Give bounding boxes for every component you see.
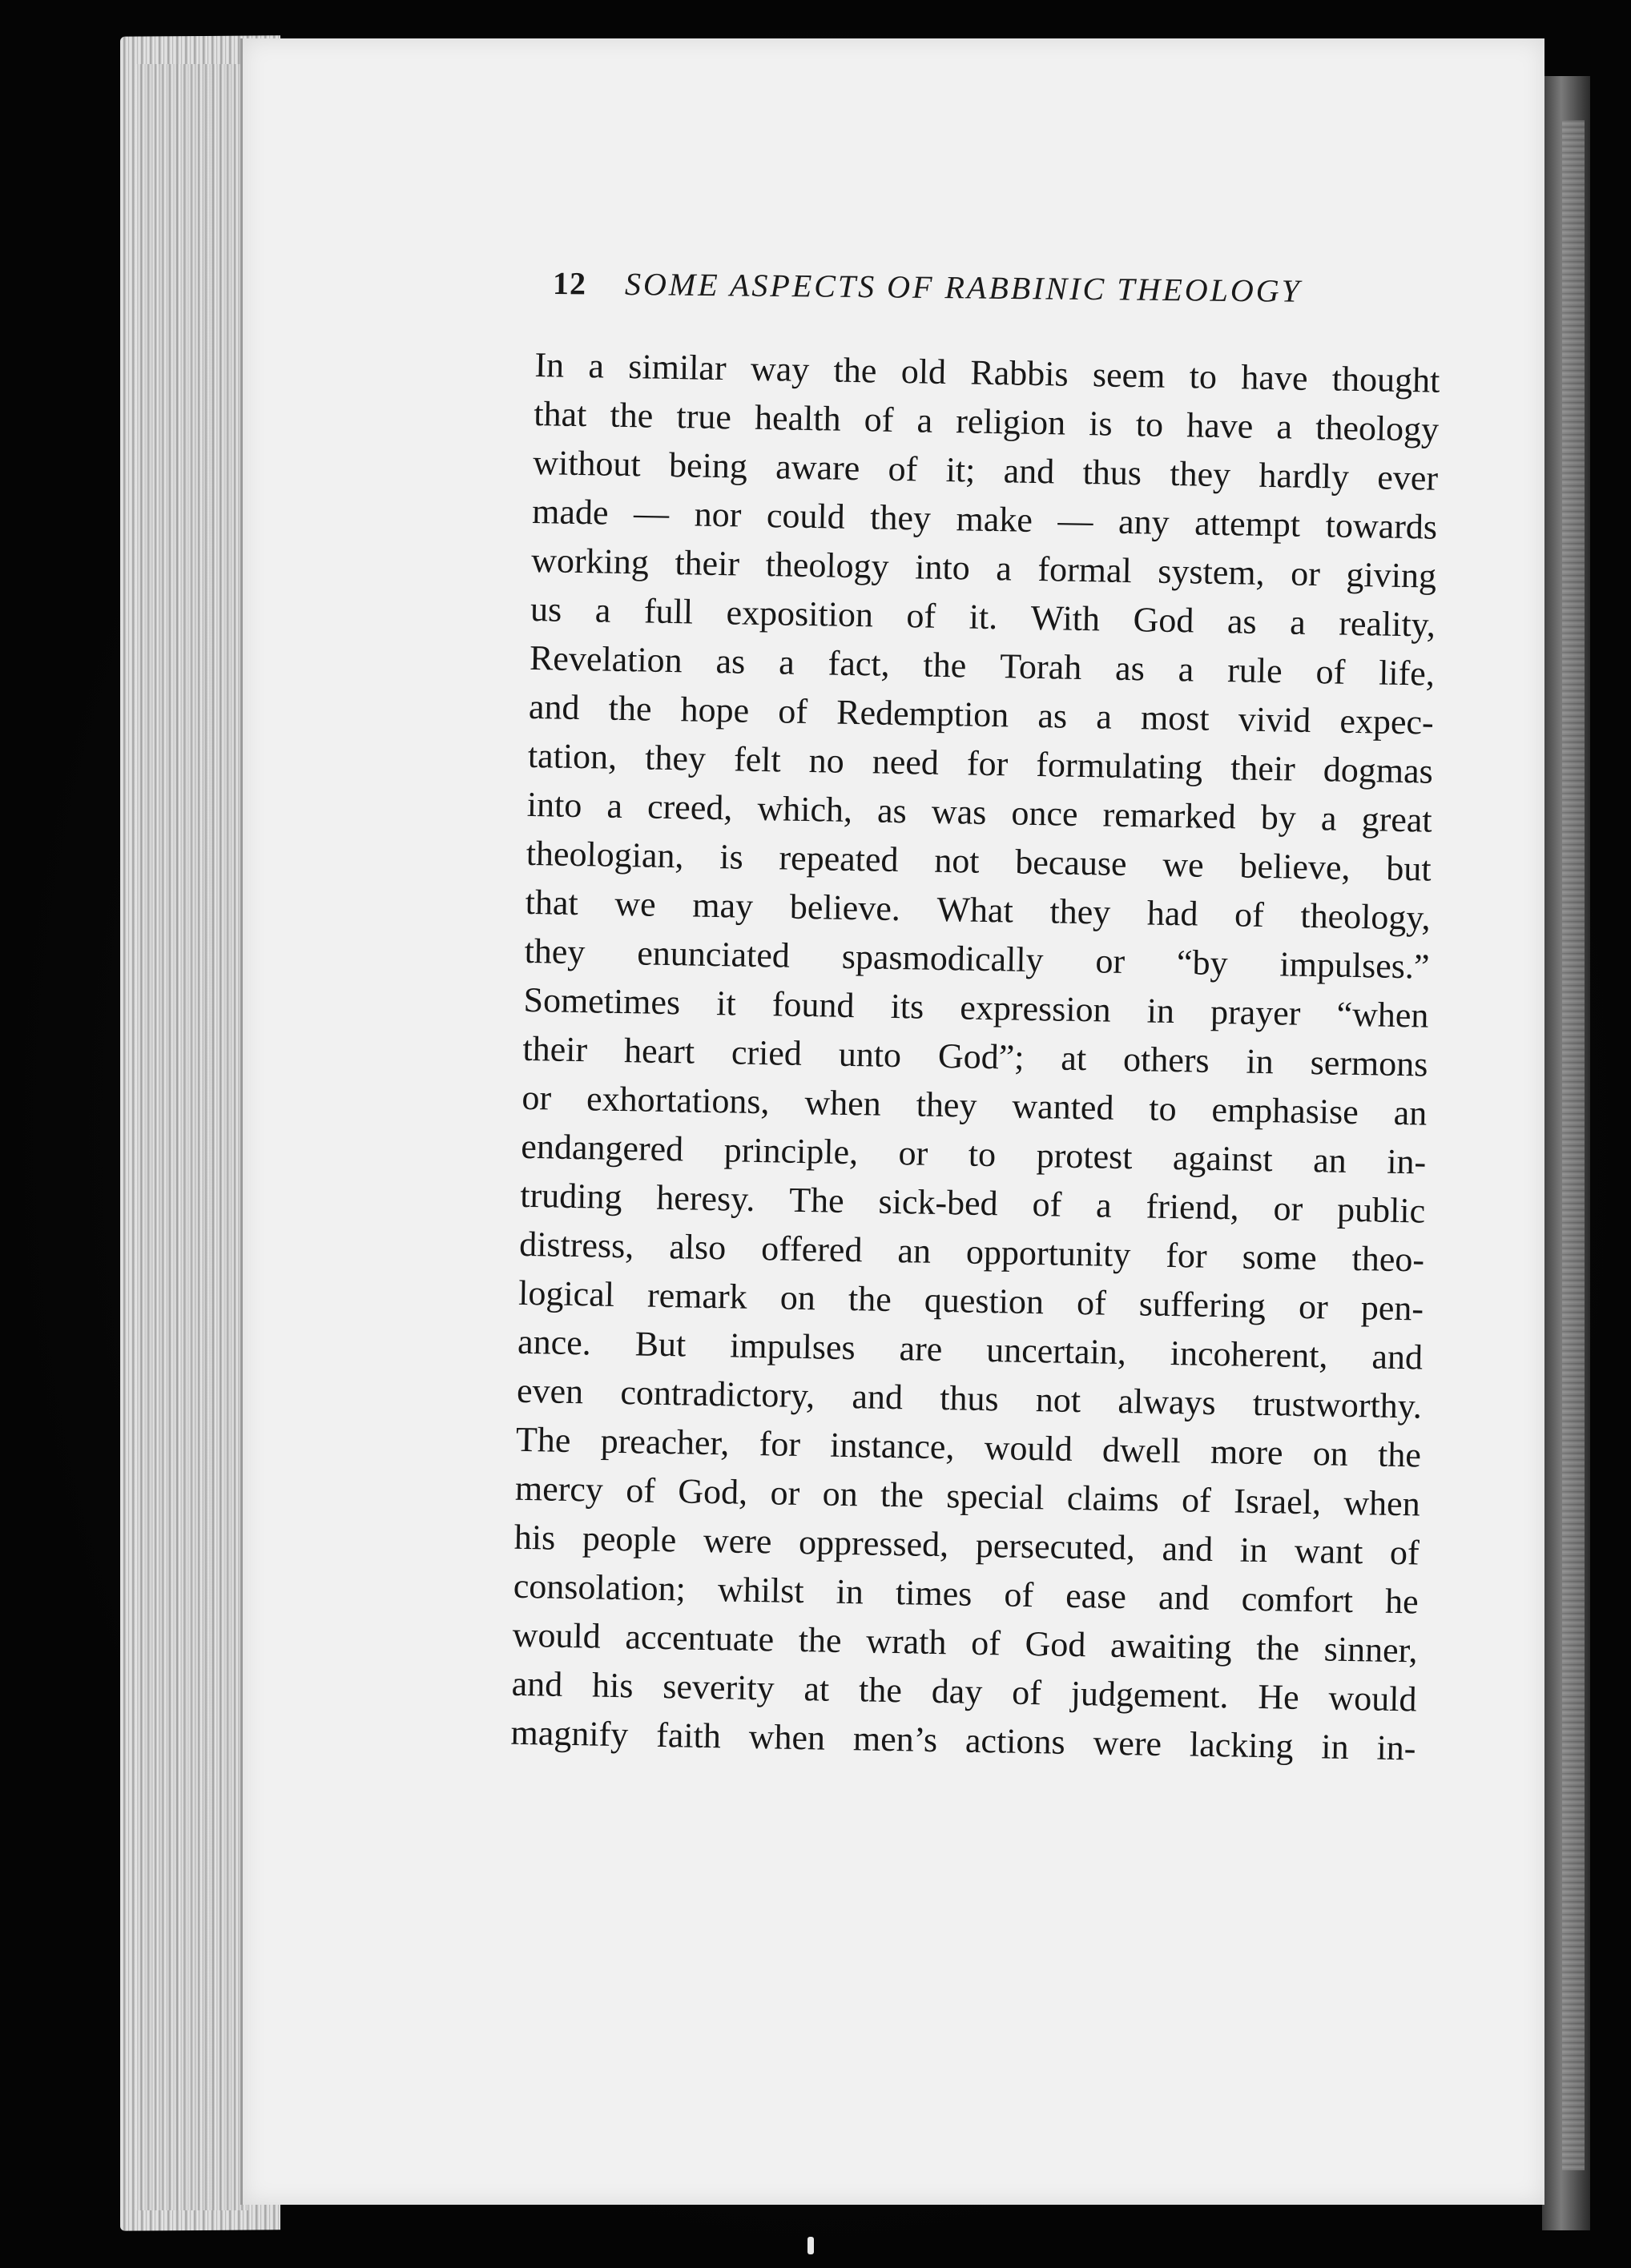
text-line: truding heresy. The sick-bed of a friend, or public xyxy=(519,1175,1426,1231)
right-binding-texture xyxy=(1562,120,1585,2170)
text-line: theologian, is repeated not because we believe, but xyxy=(526,833,1432,889)
text-line: working their theology into a formal system, or giving xyxy=(530,540,1437,596)
text-line: even contradictory, and thus not always trustworthy. xyxy=(516,1370,1423,1426)
text-line: ance. But impulses are uncertain, incoherent, and xyxy=(517,1321,1424,1377)
text-line: Sometimes it found its expression in prayer “when xyxy=(523,979,1429,1035)
text-line: mercy of God, or on the special claims of Israel, when xyxy=(514,1468,1421,1524)
text-line: their heart cried unto God”; at others in sermons xyxy=(522,1028,1428,1084)
text-line: that we may believe. What they had of theology, xyxy=(525,882,1431,938)
text-line: Revelation as a fact, the Torah as a rule of life, xyxy=(529,637,1436,694)
text-line: that the true health of a religion is to have a theology xyxy=(533,393,1440,449)
text-line: made — nor could they make — any attempt towards xyxy=(531,491,1438,547)
text-line: his people were oppressed, persecuted, and in want of xyxy=(513,1517,1420,1573)
running-title: SOME ASPECTS OF RABBINIC THEOLOGY xyxy=(624,265,1303,309)
text-line: or exhortations, when they wanted to emphasise an xyxy=(522,1077,1428,1133)
text-line: tation, they felt no need for formulating their dogmas xyxy=(527,735,1434,791)
text-line: without being aware of it; and thus they hardly ever xyxy=(532,442,1439,498)
text-line: into a creed, which, as was once remarked by a great xyxy=(526,784,1433,840)
text-line: logical remark on the question of suffering or pen- xyxy=(517,1273,1424,1329)
page-number: 12 xyxy=(552,265,587,302)
text-line: and his severity at the day of judgement. He would xyxy=(511,1663,1417,1719)
running-head xyxy=(553,264,1379,321)
film-artifact xyxy=(807,2237,814,2254)
text-line: magnify faith when men’s actions were lacking in in- xyxy=(510,1712,1416,1768)
text-line: they enunciated spasmodically or “by impulses.” xyxy=(524,931,1430,987)
text-line: In a similar way the old Rabbis seem to have thought xyxy=(534,344,1440,400)
text-line: consolation; whilst in times of ease and comfort he xyxy=(513,1566,1420,1622)
text-line: distress, also offered an opportunity for some theo- xyxy=(518,1224,1425,1280)
page-edges-highlight xyxy=(136,64,248,2210)
body-text xyxy=(510,340,1440,1772)
text-line: The preacher, for instance, would dwell more on the xyxy=(515,1419,1422,1475)
text-line: would accentuate the wrath of God awaiting the sinner, xyxy=(512,1615,1418,1671)
text-line: and the hope of Redemption as a most vivid expec- xyxy=(528,686,1435,742)
text-line: endangered principle, or to protest against an in- xyxy=(521,1126,1427,1182)
text-line: us a full exposition of it. With God as a reality, xyxy=(530,589,1436,645)
